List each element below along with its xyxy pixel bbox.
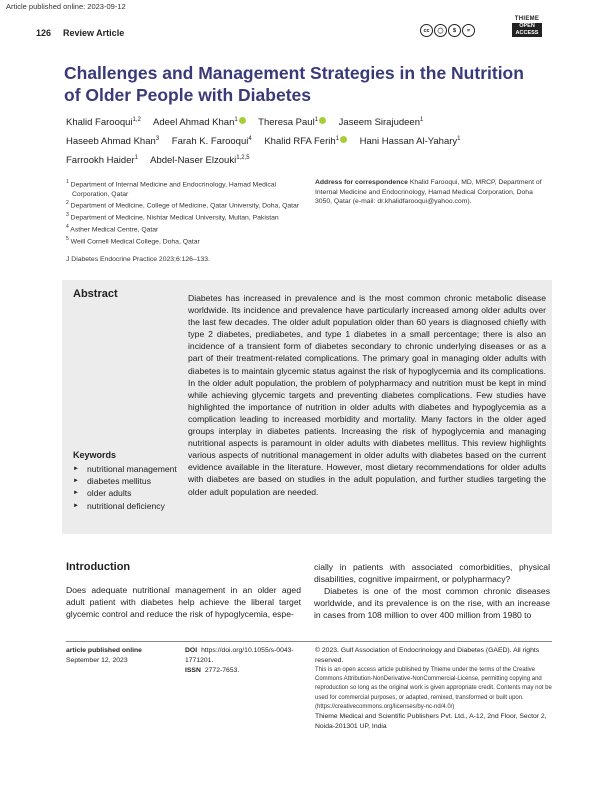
keyword-item: ► nutritional deficiency (73, 500, 185, 512)
doi-label: DOI (185, 647, 198, 654)
published-date: September 12, 2023 (66, 657, 128, 664)
logo-text-top: THIEME (514, 16, 540, 22)
copyright-text: © 2023. Gulf Association of Endocrinology and Diabetes (GAED). All rights reserved. (315, 647, 540, 664)
footer-copyright (315, 646, 555, 732)
logo-text-bottom: OPEN ACCESS (512, 23, 542, 37)
affiliation-item: $^1$ Department of Internal Medicine and Endocrinology, Hamad Medical Corporation, Qatar (66, 179, 277, 198)
license-text[interactable]: This is an open access article published by Thieme under the terms of the Creative Commons Attribution-NonDerivative-NonCommercial-License, permitting copying and reproduction so long as the original work is given appropriate credit. Contents may not be used for commercial purposes, or adapted, remixed, transformed or built upon. (https://creativecommons.org/licenses/by-nc-nd/4.0/) (315, 667, 552, 710)
paragraph: cially in patients with associated comorbidities, physical disabilities, cognitive impairment, or polypharmacy? (314, 562, 550, 584)
footer-publication (66, 646, 176, 666)
orcid-icon[interactable] (340, 136, 347, 143)
author[interactable]: Jaseem Sirajudeen$^1$ (338, 117, 424, 129)
affiliation-item: $^2$ Department of Medicine, College of Medicine, Qatar University, Doha, Qatar (66, 200, 300, 210)
affiliation-item: $^3$ Department of Medicine, Nishtar Medical University, Multan, Pakistan (66, 212, 279, 222)
author[interactable]: Farah K. Farooqui$^4$ (171, 136, 252, 148)
affiliation-item: $^5$ Weill Cornell Medical College, Doha, Qatar (66, 236, 200, 246)
license-icons (420, 24, 475, 37)
introduction-column-2 (314, 561, 550, 621)
keyword-item: ► diabetes mellitus (73, 475, 185, 487)
journal-reference: J Diabetes Endocrine Practice 2023;6:126–133. (66, 256, 210, 263)
keywords-heading: Keywords (73, 450, 117, 460)
article-type: Review Article (63, 28, 125, 38)
publisher-logo (512, 16, 542, 46)
publisher-address: Thieme Medical and Scientific Publishers Pvt. Ltd., A-12, 2nd Floor, Sector 2, Noida-201301 UP, India (315, 713, 547, 731)
footer-divider (66, 641, 552, 642)
article-title: Challenges and Management Strategies in the Nutrition of Older People with Diabetes (64, 63, 524, 105)
paragraph: Diabetes is one of the most common chronic diseases worldwide, and its prevalence is on the rise, with an increase in cases from 108 million to over 400 million from 1980 to (314, 586, 550, 620)
issn-label: ISSN (185, 667, 201, 674)
author[interactable]: Khalid RFA Ferih$^1$ (264, 136, 347, 147)
orcid-icon[interactable] (319, 117, 326, 124)
cc-icon: cc (420, 24, 433, 37)
keyword-item: ► nutritional management (73, 463, 185, 475)
published-label: article published online (66, 647, 142, 654)
affiliation-item: $^4$ Asther Medical Centre, Qatar (66, 224, 159, 234)
author[interactable]: Adeel Ahmad Khan$^1$ (153, 117, 246, 128)
introduction-heading: Introduction (66, 561, 131, 573)
correspondence-text[interactable]: Khalid Farooqui, MD, MRCP, Department of Internal Medicine and Endocrinology, Hamad Medical Corporation, Doha 3050, Qatar (e-mail: dr.khalidfarooqui@yahoo.com). (315, 179, 542, 206)
abstract-heading: Abstract (73, 288, 118, 300)
page-number: 126 (36, 28, 52, 38)
issn-value: 2772-7653. (204, 667, 240, 674)
doi-link[interactable]: https://doi.org/10.1055/s-0043-1771201. (185, 647, 294, 664)
author[interactable]: Haseeb Ahmad Khan$^3$ (66, 136, 160, 148)
author-list (66, 112, 536, 169)
correspondence-label: Address for correspondence (315, 179, 408, 186)
footer-identifiers (185, 646, 305, 676)
keywords-list (73, 463, 185, 512)
author[interactable]: Hani Hassan Al-Yahary$^1$ (359, 136, 461, 148)
author[interactable]: Theresa Paul$^1$ (258, 117, 326, 128)
author[interactable]: Farrookh Haider$^1$ (66, 155, 138, 167)
introduction-column-1: Does adequate nutritional management in an older aged adult patient with diabetes help achieve the liberal target glycemic control and reduce the risk of hypoglycemia, espe- (66, 585, 301, 619)
author[interactable]: Abdel-Naser Elzouki$^{1,2,5}$ (150, 155, 250, 167)
by-icon: ◯ (434, 24, 447, 37)
nc-icon: $ (448, 24, 461, 37)
keyword-item: ► older adults (73, 487, 185, 499)
correspondence (315, 178, 551, 207)
affiliations (66, 178, 306, 247)
publication-date-note: Article published online: 2023-09-12 (6, 2, 126, 11)
nd-icon: = (462, 24, 475, 37)
author[interactable]: Khalid Farooqui$^{1,2}$ (66, 117, 141, 129)
orcid-icon[interactable] (239, 117, 246, 124)
abstract-text: Diabetes has increased in prevalence and is the most common chronic metabolic disease worldwide. Its incidence and prevalence have particularly increased among older adults over the last few decades. The older adult population older than 60 years is diagnosed chiefly with type 2 diabetes, prediabetes, and type 1 diabetes in a small percentage; there is also an incidence of a transient form of diabetes secondary to chronic underlying diseases or as a part of their treatment-related complications. The primary goal in managing older adults with diabetes is to maintain glycemic status against the risk of hypoglycemia and its complications. In the older adult population, the problem of polypharmacy and nutrition must be kept in mind while achieving glycemic targets and preventing diabetes complications. Few studies have highlighted the importance of nutrition in older adults with diabetes and hypoglycemia as a complication leading to increased morbidity and mortality. Many factors in the older aged groups interplay in diabetes patients. Increasing the risk of hypoglycemia and managing nutritional aspects is paramount in older adults with diabetes mellitus. This review highlights various aspects of nutritional management in older adults with diabetes based on the current evidence available in the literature. However, most dietary recommendations for older adults with diabetes are based on studies in the adult population, and further studies targeting the older adult population are needed. (188, 293, 546, 497)
